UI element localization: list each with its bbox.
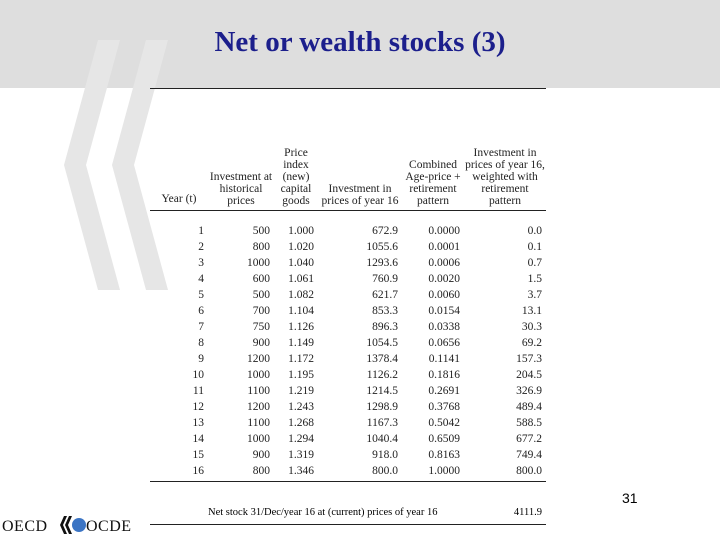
cell-price-index: 1.126 [288, 321, 314, 333]
table-header-row [150, 89, 546, 211]
cell-investment-prices-16: 896.3 [372, 321, 398, 333]
cell-weighted-investment: 69.2 [521, 337, 542, 349]
cell-combined-pattern: 0.3768 [428, 401, 460, 413]
cell-year: 10 [192, 369, 204, 381]
header-price-index: Price index (new) capital goods [274, 89, 318, 211]
data-table-container [150, 88, 546, 482]
page-number: 31 [622, 490, 638, 506]
cell-investment-historical: 1200 [247, 401, 270, 413]
cell-weighted-investment: 677.2 [516, 433, 542, 445]
logo-text-ocde: OCDE [86, 518, 132, 535]
cell-year: 14 [192, 433, 204, 445]
cell-price-index: 1.149 [288, 337, 314, 349]
cell-price-index: 1.346 [274, 463, 318, 482]
cell-investment-historical: 800 [208, 463, 274, 482]
table-row [150, 239, 546, 255]
table-body [150, 211, 546, 482]
net-stock-table [150, 88, 546, 482]
cell-combined-pattern: 0.0154 [428, 305, 460, 317]
table-row [150, 399, 546, 415]
cell-investment-historical: 1100 [247, 385, 270, 397]
table-row [150, 447, 546, 463]
header-investment-prices-16: Investment in prices of year 16 [318, 89, 402, 211]
cell-weighted-investment: 3.7 [527, 289, 542, 301]
table-row [150, 463, 546, 482]
cell-combined-pattern: 0.0000 [428, 225, 460, 237]
table-row [150, 367, 546, 383]
cell-investment-prices-16: 1040.4 [366, 433, 398, 445]
cell-price-index: 1.040 [288, 257, 314, 269]
table-footer-row [150, 506, 546, 525]
cell-combined-pattern: 0.0001 [428, 241, 460, 253]
table-row [150, 255, 546, 271]
cell-year: 1 [198, 225, 204, 237]
cell-year: 5 [198, 289, 204, 301]
cell-year: 4 [198, 273, 204, 285]
cell-investment-prices-16: 918.0 [372, 449, 398, 461]
table-row [150, 431, 546, 447]
cell-year: 11 [192, 385, 204, 397]
cell-weighted-investment: 0.0 [527, 225, 542, 237]
cell-price-index: 1.104 [288, 305, 314, 317]
cell-investment-historical: 1000 [247, 257, 270, 269]
cell-price-index: 1.243 [288, 401, 314, 413]
cell-investment-prices-16: 1293.6 [366, 257, 398, 269]
cell-year: 16 [150, 463, 208, 482]
cell-investment-prices-16: 1378.4 [366, 353, 398, 365]
cell-investment-prices-16: 672.9 [372, 225, 398, 237]
cell-investment-historical: 900 [252, 449, 270, 461]
cell-year: 3 [198, 257, 204, 269]
table-row [150, 303, 546, 319]
footer-label: Net stock 31/Dec/year 16 at (current) prices of year 16 [208, 507, 438, 518]
cell-price-index: 1.294 [288, 433, 314, 445]
cell-price-index: 1.219 [288, 385, 314, 397]
cell-year: 12 [192, 401, 204, 413]
footer-value: 4111.9 [513, 507, 542, 518]
cell-investment-historical: 600 [252, 273, 270, 285]
cell-investment-prices-16: 1126.2 [366, 369, 398, 381]
cell-year: 9 [198, 353, 204, 365]
cell-price-index: 1.082 [288, 289, 314, 301]
cell-combined-pattern: 0.0060 [428, 289, 460, 301]
cell-combined-pattern: 0.0656 [428, 337, 460, 349]
cell-year: 8 [198, 337, 204, 349]
cell-investment-prices-16: 1298.9 [366, 401, 398, 413]
table-row [150, 351, 546, 367]
header-combined-pattern: Combined Age-price + retirement pattern [402, 89, 464, 211]
table-row [150, 415, 546, 431]
cell-investment-prices-16: 800.0 [318, 463, 402, 482]
cell-investment-prices-16: 853.3 [372, 305, 398, 317]
cell-weighted-investment: 13.1 [521, 305, 542, 317]
cell-combined-pattern: 0.8163 [428, 449, 460, 461]
cell-year: 7 [198, 321, 204, 333]
table-row [150, 335, 546, 351]
cell-weighted-investment: 489.4 [516, 401, 542, 413]
cell-investment-prices-16: 760.9 [372, 273, 398, 285]
cell-investment-historical: 500 [252, 225, 270, 237]
cell-weighted-investment: 326.9 [516, 385, 542, 397]
table-row [150, 271, 546, 287]
cell-investment-prices-16: 621.7 [372, 289, 398, 301]
header-weighted-investment: Investment in prices of year 16, weighted with retirement pattern [464, 89, 546, 211]
cell-weighted-investment: 800.0 [464, 463, 546, 482]
table-row [150, 211, 546, 240]
cell-price-index: 1.319 [288, 449, 314, 461]
oecd-logo-mark-icon [58, 514, 86, 536]
cell-year: 2 [198, 241, 204, 253]
cell-investment-historical: 700 [252, 305, 270, 317]
cell-price-index: 1.268 [288, 417, 314, 429]
cell-investment-prices-16: 1055.6 [366, 241, 398, 253]
cell-price-index: 1.000 [288, 225, 314, 237]
cell-investment-prices-16: 1167.3 [366, 417, 398, 429]
cell-price-index: 1.020 [288, 241, 314, 253]
cell-investment-historical: 1100 [247, 417, 270, 429]
table-row [150, 287, 546, 303]
cell-investment-prices-16: 1214.5 [366, 385, 398, 397]
cell-investment-historical: 500 [252, 289, 270, 301]
cell-year: 15 [192, 449, 204, 461]
oecd-logo [0, 510, 140, 540]
cell-investment-historical: 900 [252, 337, 270, 349]
logo-text-oecd: OECD [2, 518, 48, 535]
table-row [150, 319, 546, 335]
cell-investment-historical: 1200 [247, 353, 270, 365]
cell-price-index: 1.061 [288, 273, 314, 285]
cell-weighted-investment: 30.3 [521, 321, 542, 333]
cell-weighted-investment: 204.5 [516, 369, 542, 381]
cell-combined-pattern: 1.0000 [402, 463, 464, 482]
cell-weighted-investment: 0.7 [527, 257, 542, 269]
cell-year: 6 [198, 305, 204, 317]
cell-price-index: 1.195 [288, 369, 314, 381]
cell-combined-pattern: 0.0020 [428, 273, 460, 285]
cell-investment-historical: 800 [252, 241, 270, 253]
cell-weighted-investment: 0.1 [527, 241, 542, 253]
cell-combined-pattern: 0.1816 [428, 369, 460, 381]
table-row [150, 383, 546, 399]
cell-price-index: 1.172 [288, 353, 314, 365]
cell-weighted-investment: 749.4 [516, 449, 542, 461]
cell-investment-historical: 1000 [247, 433, 270, 445]
cell-investment-prices-16: 1054.5 [366, 337, 398, 349]
header-year: Year (t) [150, 89, 208, 211]
cell-combined-pattern: 0.1141 [428, 353, 460, 365]
cell-combined-pattern: 0.2691 [428, 385, 460, 397]
cell-year: 13 [192, 417, 204, 429]
cell-combined-pattern: 0.5042 [428, 417, 460, 429]
slide-title: Net or wealth stocks (3) [214, 26, 506, 58]
cell-investment-historical: 750 [252, 321, 270, 333]
cell-combined-pattern: 0.0006 [428, 257, 460, 269]
cell-weighted-investment: 588.5 [516, 417, 542, 429]
header-investment-historical: Investment at historical prices [208, 89, 274, 211]
cell-combined-pattern: 0.6509 [428, 433, 460, 445]
cell-investment-historical: 1000 [247, 369, 270, 381]
cell-weighted-investment: 157.3 [516, 353, 542, 365]
cell-combined-pattern: 0.0338 [428, 321, 460, 333]
cell-weighted-investment: 1.5 [527, 273, 542, 285]
